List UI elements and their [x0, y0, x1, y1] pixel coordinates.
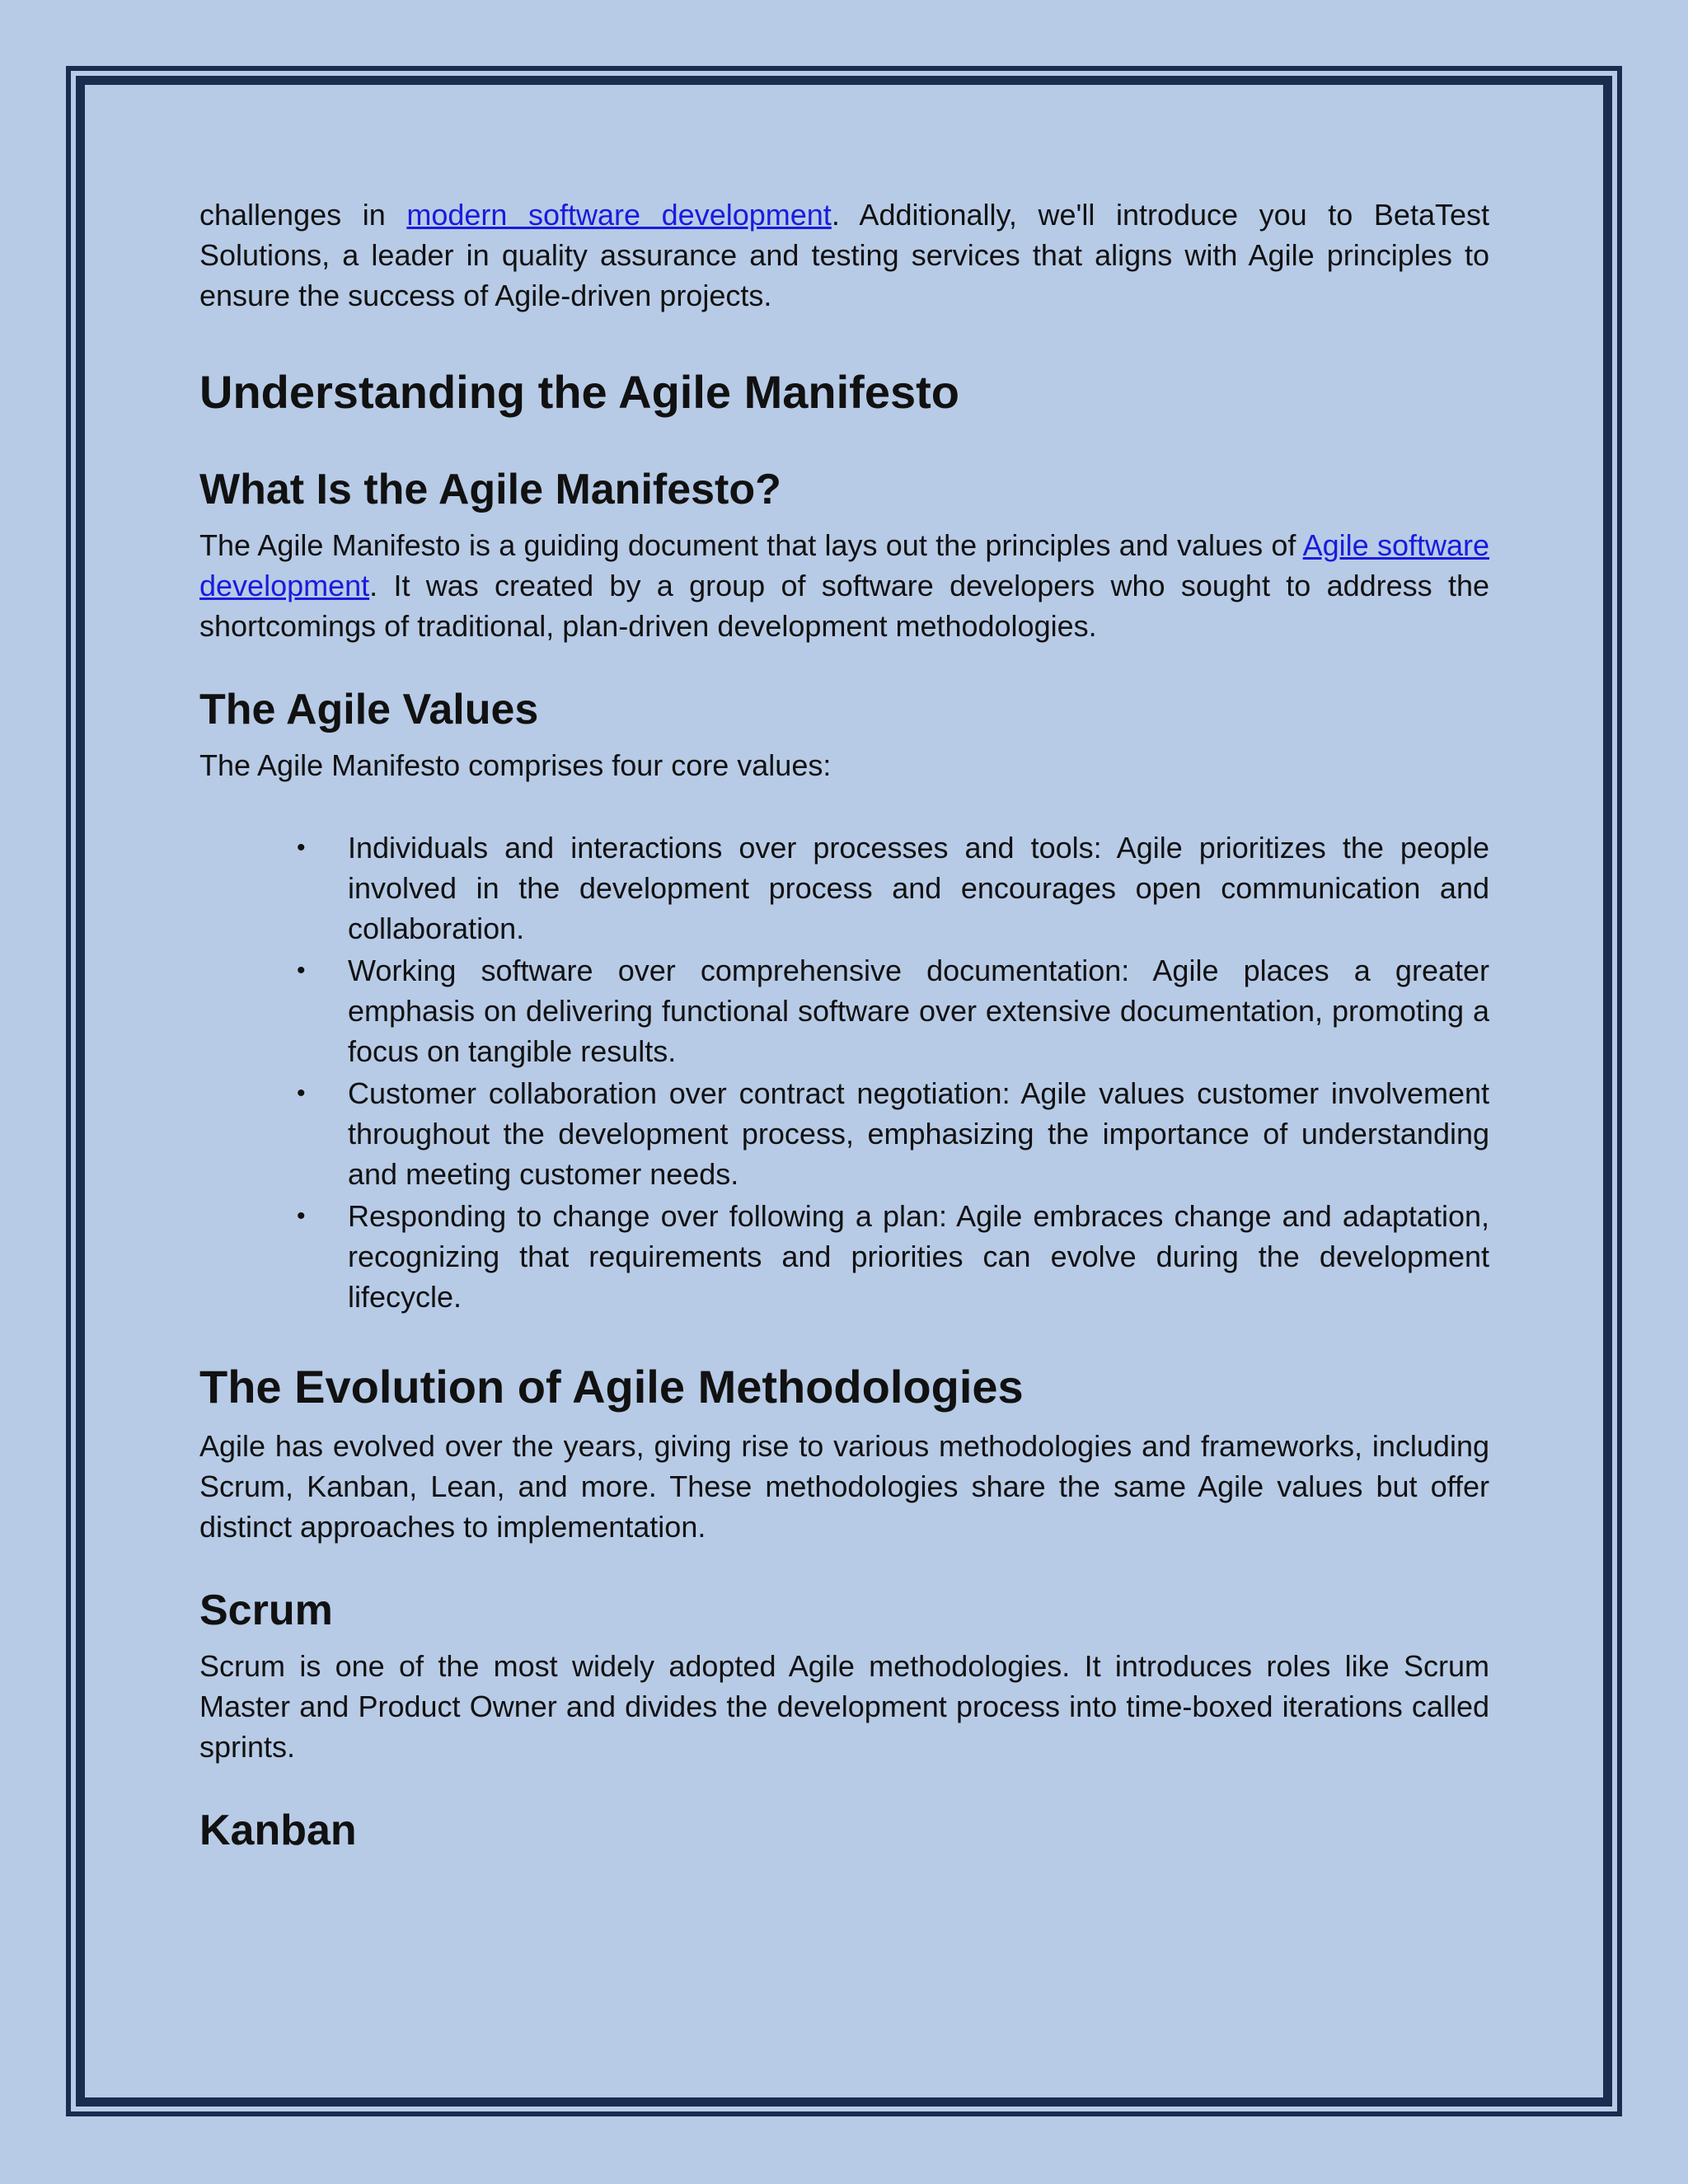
- bullet-icon: •: [297, 1080, 306, 1107]
- what-is-heading: What Is the Agile Manifesto?: [199, 466, 781, 513]
- evolution-paragraph: Agile has evolved over the years, giving rise to various methodologies and frameworks, including Scrum, Kanban, Lean, and more. These methodologies share the same Agile values but offer distinct approaches to implementation.: [199, 1429, 1489, 1544]
- list-item: [297, 1196, 1489, 1317]
- list-item-text: Individuals and interactions over processes and tools: Agile prioritizes the people involved in the development process and encourages open communication and collaboration.: [348, 831, 1489, 945]
- intro-paragraph: [199, 194, 1489, 316]
- modern-software-development-link[interactable]: modern software development: [406, 198, 832, 232]
- list-item: [297, 1073, 1489, 1194]
- what-is-paragraph: [199, 525, 1489, 646]
- list-item: [297, 950, 1489, 1071]
- agile-values-heading: The Agile Values: [199, 686, 539, 733]
- bullet-icon: •: [297, 957, 306, 984]
- understanding-heading: Understanding the Agile Manifesto: [199, 366, 959, 418]
- document-content: [199, 194, 1489, 1856]
- agile-software-development-link[interactable]: Agile software development: [199, 528, 1490, 602]
- bullet-icon: •: [297, 834, 306, 861]
- list-item: [297, 827, 1489, 949]
- list-item-text: Customer collaboration over contract negotiation: Agile values customer involvement throughout the development process, emphasizing the importance of understanding and meeting customer needs.: [348, 1076, 1489, 1191]
- list-item-text: Responding to change over following a plan: Agile embraces change and adaptation, recognizing that requirements and priorities can evolve during the development lifecycle.: [348, 1199, 1489, 1314]
- list-item-text: Working software over comprehensive documentation: Agile places a greater emphasis on delivering functional software over extensive documentation, promoting a focus on tangible results.: [348, 954, 1489, 1068]
- evolution-heading: The Evolution of Agile Methodologies: [199, 1361, 1024, 1413]
- scrum-paragraph: Scrum is one of the most widely adopted Agile methodologies. It introduces roles like Scrum Master and Product Owner and divides the development process into time-boxed iterations called sprints.: [199, 1649, 1489, 1764]
- agile-values-intro: The Agile Manifesto comprises four core values:: [199, 748, 832, 782]
- what-is-rest-text: . It was created by a group of software developers who sought to address the shortcomings of traditional, plan-driven development methodologies.: [199, 569, 1489, 643]
- agile-values-list: [199, 827, 1489, 1317]
- kanban-heading: Kanban: [199, 1807, 357, 1854]
- intro-rest-text: . Additionally, we'll introduce you to BetaTest Solutions, a leader in quality assurance and testing services that aligns with Agile principles to ensure the success of Agile-driven projects.: [199, 198, 1489, 312]
- intro-lead-text: challenges in: [199, 198, 407, 232]
- bullet-icon: •: [297, 1202, 306, 1230]
- what-is-lead-text: The Agile Manifesto is a guiding document that lays out the principles and values of: [199, 528, 1303, 562]
- scrum-heading: Scrum: [199, 1586, 333, 1634]
